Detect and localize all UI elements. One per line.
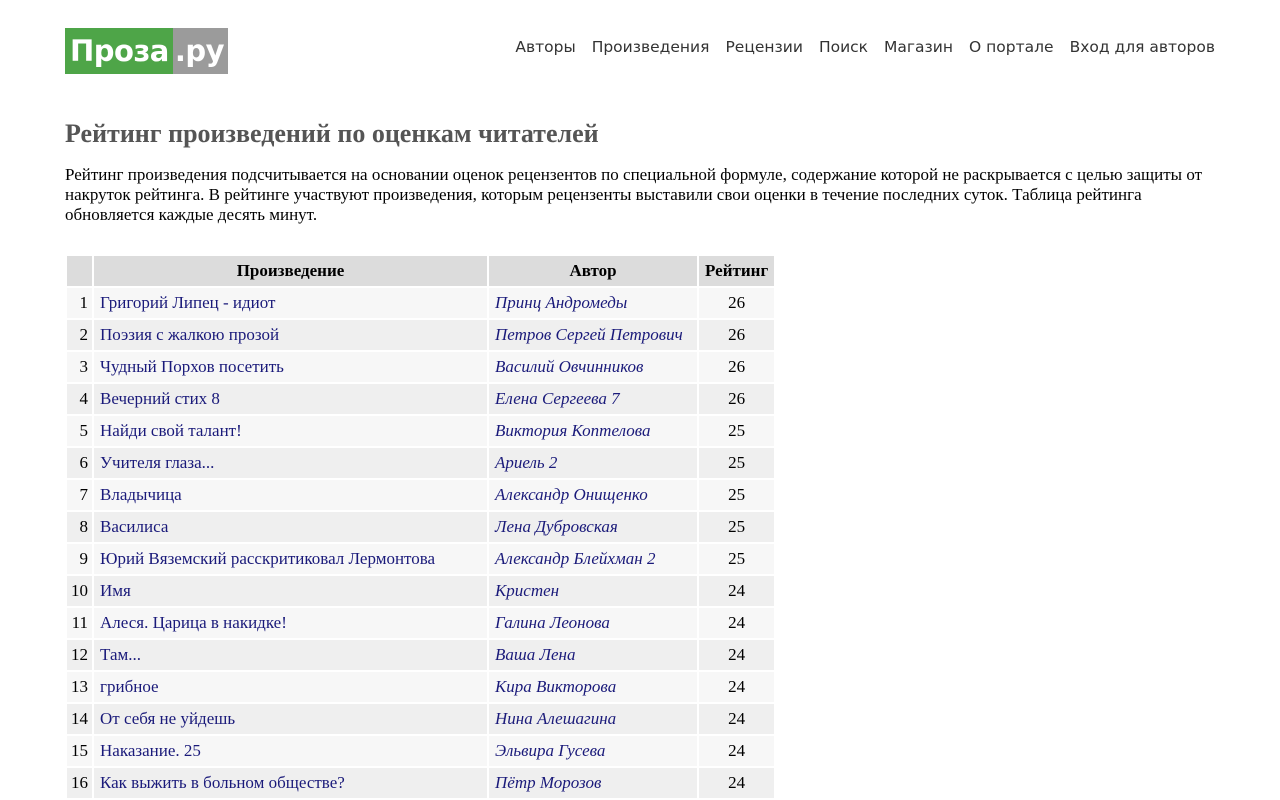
work-link[interactable]: Григорий Липец - идиот	[100, 293, 276, 312]
row-author-cell	[489, 384, 697, 414]
row-work-cell	[94, 288, 487, 318]
row-work-cell	[94, 640, 487, 670]
work-link[interactable]: Как выжить в больном обществе?	[100, 773, 345, 792]
nav-reviews[interactable]: Рецензии	[725, 38, 803, 56]
row-rank: 6	[67, 448, 92, 478]
row-work-cell	[94, 736, 487, 766]
row-work-cell	[94, 416, 487, 446]
author-link[interactable]: Кира Викторова	[495, 677, 617, 696]
table-row	[67, 448, 774, 478]
row-score: 26	[699, 320, 774, 350]
header-score: Рейтинг	[699, 256, 774, 286]
header-work: Произведение	[94, 256, 487, 286]
work-link[interactable]: Алеся. Царица в накидке!	[100, 613, 287, 632]
row-work-cell	[94, 768, 487, 798]
row-work-cell	[94, 576, 487, 606]
table-row	[67, 480, 774, 510]
top-nav	[515, 38, 1215, 56]
nav-search[interactable]: Поиск	[818, 38, 869, 56]
author-link[interactable]: Лена Дубровская	[495, 517, 618, 536]
row-rank: 15	[67, 736, 92, 766]
row-rank: 7	[67, 480, 92, 510]
row-author-cell	[489, 288, 697, 318]
row-author-cell	[489, 544, 697, 574]
nav-about[interactable]: О портале	[969, 38, 1054, 56]
work-link[interactable]: Чудный Порхов посетить	[100, 357, 284, 376]
author-link[interactable]: Александр Блейхман 2	[495, 549, 656, 568]
work-link[interactable]: Василиса	[100, 517, 169, 536]
work-link[interactable]: Вечерний стих 8	[100, 389, 220, 408]
row-score: 25	[699, 544, 774, 574]
row-rank: 11	[67, 608, 92, 638]
work-link[interactable]: От себя не уйдешь	[100, 709, 236, 728]
row-score: 26	[699, 288, 774, 318]
table-row	[67, 512, 774, 542]
author-link[interactable]: Пётр Морозов	[495, 773, 602, 792]
work-link[interactable]: Там...	[100, 645, 142, 664]
row-author-cell	[489, 416, 697, 446]
row-work-cell	[94, 320, 487, 350]
table-row	[67, 736, 774, 766]
site-logo[interactable]	[65, 28, 228, 74]
row-author-cell	[489, 352, 697, 382]
row-score: 24	[699, 640, 774, 670]
table-row	[67, 384, 774, 414]
author-link[interactable]: Ваша Лена	[495, 645, 576, 664]
work-link[interactable]: Наказание. 25	[100, 741, 201, 760]
row-author-cell	[489, 576, 697, 606]
row-work-cell	[94, 672, 487, 702]
header	[65, 28, 1215, 74]
row-rank: 10	[67, 576, 92, 606]
row-score: 25	[699, 448, 774, 478]
row-work-cell	[94, 704, 487, 734]
row-score: 24	[699, 608, 774, 638]
row-score: 24	[699, 576, 774, 606]
row-score: 24	[699, 736, 774, 766]
row-rank: 5	[67, 416, 92, 446]
row-author-cell	[489, 608, 697, 638]
logo-main-text: Проза	[65, 28, 173, 74]
row-score: 24	[699, 768, 774, 798]
table-row	[67, 352, 774, 382]
author-link[interactable]: Эльвира Гусева	[495, 741, 606, 760]
row-author-cell	[489, 736, 697, 766]
work-link[interactable]: грибное	[100, 677, 159, 696]
author-link[interactable]: Александр Онищенко	[495, 485, 648, 504]
header-num	[67, 256, 92, 286]
table-row	[67, 320, 774, 350]
table-row	[67, 544, 774, 574]
table-row	[67, 640, 774, 670]
author-link[interactable]: Елена Сергеева 7	[495, 389, 620, 408]
author-link[interactable]: Ариель 2	[495, 453, 558, 472]
row-work-cell	[94, 352, 487, 382]
table-row	[67, 672, 774, 702]
table-row	[67, 768, 774, 798]
table-row	[67, 416, 774, 446]
logo-ext-text: .ру	[173, 28, 228, 74]
table-row	[67, 704, 774, 734]
row-author-cell	[489, 672, 697, 702]
row-work-cell	[94, 512, 487, 542]
author-link[interactable]: Нина Алешагина	[495, 709, 617, 728]
row-author-cell	[489, 768, 697, 798]
nav-authors[interactable]: Авторы	[515, 38, 576, 56]
rating-table-body	[67, 288, 774, 798]
rating-table	[65, 254, 776, 800]
row-score: 24	[699, 672, 774, 702]
table-row	[67, 288, 774, 318]
author-link[interactable]: Кристен	[495, 581, 560, 600]
row-rank: 16	[67, 768, 92, 798]
row-score: 24	[699, 704, 774, 734]
work-link[interactable]: Юрий Вяземский расскритиковал Лермонтова	[100, 549, 436, 568]
row-author-cell	[489, 448, 697, 478]
table-header-row	[67, 256, 774, 286]
row-rank: 13	[67, 672, 92, 702]
row-work-cell	[94, 544, 487, 574]
author-link[interactable]: Виктория Коптелова	[495, 421, 651, 440]
row-author-cell	[489, 640, 697, 670]
work-link[interactable]: Учителя глаза...	[100, 453, 215, 472]
work-link[interactable]: Найди свой талант!	[100, 421, 242, 440]
row-score: 26	[699, 384, 774, 414]
work-link[interactable]: Поэзия с жалкою прозой	[100, 325, 280, 344]
row-author-cell	[489, 704, 697, 734]
header-author: Автор	[489, 256, 697, 286]
nav-works[interactable]: Произведения	[591, 38, 710, 56]
table-row	[67, 608, 774, 638]
row-rank: 1	[67, 288, 92, 318]
row-rank: 8	[67, 512, 92, 542]
row-author-cell	[489, 480, 697, 510]
row-work-cell	[94, 384, 487, 414]
row-score: 25	[699, 512, 774, 542]
page-title: Рейтинг произведений по оценкам читателей	[65, 119, 599, 148]
intro-text: Рейтинг произведения подсчитывается на основании оценок рецензентов по специальной формуле, содержание которой не раскрывается с целью защиты от накруток рейтинга. В рейтинге участвуют произведения, которым рецензенты выставили свои оценки в течение последних суток. Таблица рейтинга обновляется каждые десять минут.	[65, 165, 1203, 224]
table-row	[67, 576, 774, 606]
row-rank: 9	[67, 544, 92, 574]
work-link[interactable]: Имя	[100, 581, 131, 600]
row-rank: 12	[67, 640, 92, 670]
row-rank: 14	[67, 704, 92, 734]
author-link[interactable]: Принц Андромеды	[495, 293, 628, 312]
row-score: 25	[699, 416, 774, 446]
row-author-cell	[489, 512, 697, 542]
row-author-cell	[489, 320, 697, 350]
row-work-cell	[94, 608, 487, 638]
row-work-cell	[94, 480, 487, 510]
work-link[interactable]: Владычица	[100, 485, 182, 504]
row-rank: 2	[67, 320, 92, 350]
row-score: 25	[699, 480, 774, 510]
nav-login[interactable]: Вход для авторов	[1069, 38, 1215, 56]
author-link[interactable]: Василий Овчинников	[495, 357, 644, 376]
author-link[interactable]: Галина Леонова	[495, 613, 610, 632]
row-score: 26	[699, 352, 774, 382]
row-rank: 3	[67, 352, 92, 382]
author-link[interactable]: Петров Сергей Петрович	[495, 325, 683, 344]
row-rank: 4	[67, 384, 92, 414]
row-work-cell	[94, 448, 487, 478]
nav-shop[interactable]: Магазин	[884, 38, 954, 56]
